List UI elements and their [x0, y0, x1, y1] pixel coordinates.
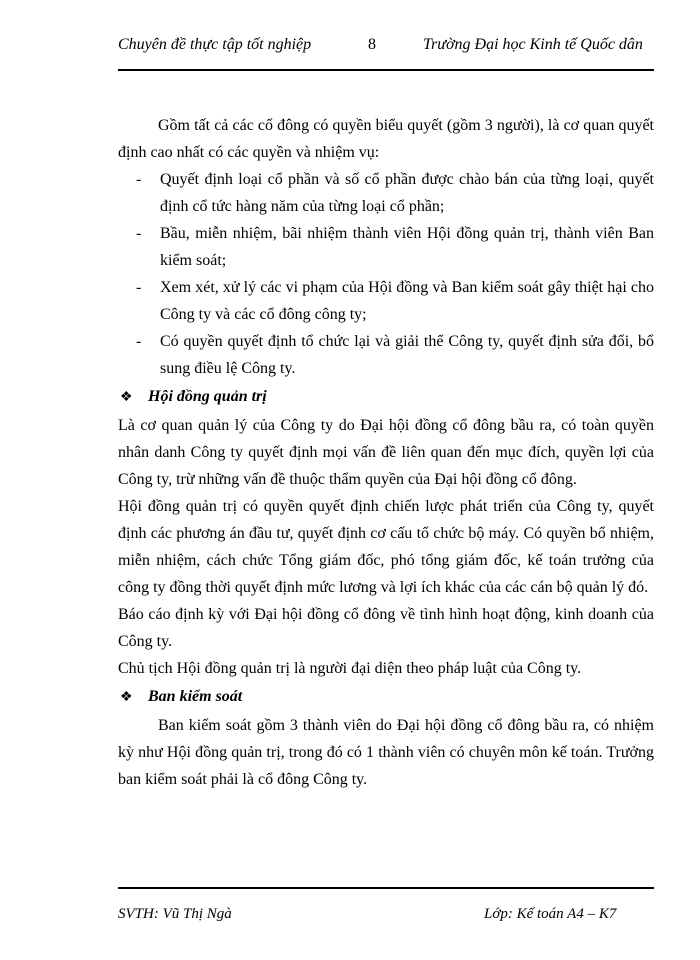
dash-icon: - — [136, 279, 142, 296]
section-heading-text: Ban kiểm soát — [148, 688, 243, 705]
bullet-text: Bầu, miễn nhiệm, bãi nhiệm thành viên Hội đồng quản trị, thành viên Ban kiểm soát; — [160, 225, 654, 269]
bullet-text: Quyết định loại cổ phần và số cổ phần được chào bán của từng loại, quyết định cổ tức hàng năm của từng loại cổ phần; — [160, 171, 654, 215]
supervisory-paragraph: Ban kiểm soát gồm 3 thành viên do Đại hội đồng cổ đông bầu ra, có nhiệm kỳ như Hội đồng quản trị, trong đó có 1 thành viên có chuyên môn kế toán. Trưởng ban kiểm soát phải là cổ đông Công ty. — [118, 717, 654, 788]
header-divider — [118, 69, 654, 71]
bullet-text: Có quyền quyết định tổ chức lại và giải thể Công ty, quyết định sửa đổi, bổ sung điều lệ Công ty. — [160, 333, 654, 377]
board-paragraph: Báo cáo định kỳ với Đại hội đồng cổ đông về tình hình hoạt động, kinh doanh của Công ty. — [118, 606, 654, 650]
dash-icon: - — [136, 333, 142, 350]
board-paragraph: Hội đồng quản trị có quyền quyết định chiến lược phát triển của Công ty, quyết định các phương án đầu tư, quyết định cơ cấu tổ chức bộ máy. Có quyền bổ nhiệm, miễn nhiệm, cách chức Tổng giám đốc, phó tổng giám đốc, kế toán trưởng của công ty đồng thời quyết định mức lương và lợi ích khác của các cán bộ quản lý đó. — [118, 498, 654, 596]
page-number: 8 — [368, 36, 376, 53]
header-left-title: Chuyên đề thực tập tốt nghiệp — [118, 36, 312, 53]
section-heading-text: Hội đồng quản trị — [148, 388, 267, 405]
header-right-title: Trường Đại học Kinh tế Quốc dân — [423, 36, 643, 53]
bullet-item — [136, 328, 654, 382]
board-paragraph: Là cơ quan quản lý của Công ty do Đại hội đồng cổ đông bầu ra, có toàn quyền nhân danh Công ty quyết định mọi vấn đề liên quan đến mục đích, quyền lợi của Công ty, trừ những vấn đề thuộc thẩm quyền của Đại hội đồng cổ đông. — [118, 417, 654, 488]
diamond-bullet-icon: ❖ — [120, 689, 133, 705]
bullet-text: Xem xét, xử lý các vi phạm của Hội đồng và Ban kiểm soát gây thiệt hại cho Công ty và các cổ đông công ty; — [160, 279, 654, 323]
bullet-item — [136, 274, 654, 328]
section-heading-board — [118, 383, 654, 411]
document-body — [118, 112, 654, 793]
footer-student: SVTH: Vũ Thị Ngà — [118, 906, 232, 922]
bullet-item — [136, 220, 654, 274]
footer-divider — [118, 887, 654, 889]
bullet-item — [136, 166, 654, 220]
section-heading-supervisory — [118, 683, 654, 711]
board-paragraph: Chủ tịch Hội đồng quản trị là người đại diện theo pháp luật của Công ty. — [118, 660, 582, 677]
diamond-bullet-icon: ❖ — [120, 389, 133, 405]
dash-icon: - — [136, 225, 142, 242]
dash-icon: - — [136, 171, 142, 188]
footer-class: Lớp: Kế toán A4 – K7 — [484, 906, 617, 922]
intro-paragraph: Gồm tất cả các cổ đông có quyền biểu quyết (gồm 3 người), là cơ quan quyết định cao nhất có các quyền và nhiệm vụ: — [118, 117, 654, 161]
